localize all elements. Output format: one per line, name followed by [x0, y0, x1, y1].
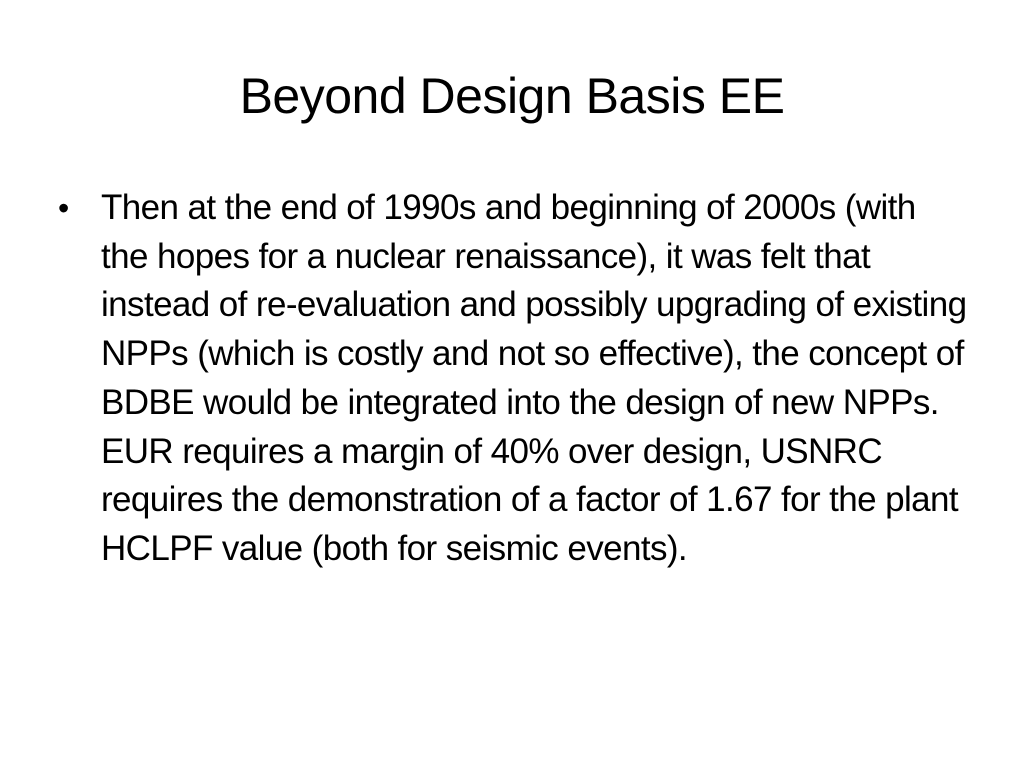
slide-title: Beyond Design Basis EE [239, 68, 785, 124]
bullet-item [58, 184, 968, 574]
bullet-text: Then at the end of 1990s and beginning of 2000s (with the hopes for a nuclear renaissance), it was felt that instead of re-evaluation and possibly upgrading of existing NPPs (which is costly and not so effective), the concept of BDBE would be integrated into the design of new NPPs. EUR requires a margin of 40% over design, USNRC requires the demonstration of a factor of 1.67 for the plant HCLPF value (both for seismic events). [101, 188, 967, 568]
bullet-marker: • [58, 190, 69, 226]
bullet-list [58, 184, 968, 574]
